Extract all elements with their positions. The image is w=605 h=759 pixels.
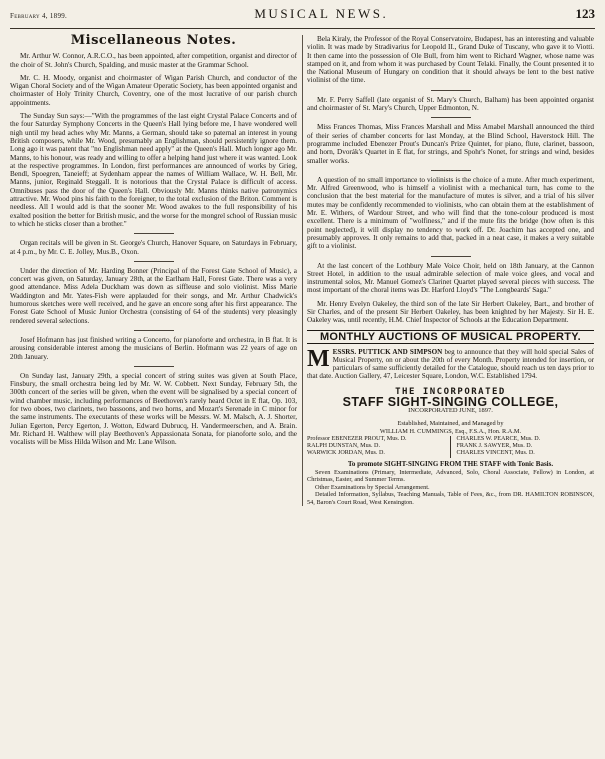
auction-ad-body: [307, 345, 595, 381]
staff-manager: WILLIAM H. CUMMINGS, Esq., F.S.A., Hon. R.A.M.: [379, 427, 522, 435]
professor-name: Professor EBENEZER PROUT, Mus. D.: [307, 436, 451, 443]
auction-lead: ESSRS. PUTTICK AND SIMPSON: [332, 347, 443, 356]
separator-rule: [431, 90, 471, 91]
header-date: February 4, 1899.: [10, 12, 68, 20]
separator-rule: [134, 233, 174, 234]
article-kiraly-violin: Bela Kiraly, the Professor of the Royal Conservatoire, Budapest, has an interesting and valuable violin. It was made by Stradivarius for Leopold II., Grand Duke of Tuscany, who gave it to Viotti. It then came into the possession of Ole Bull, from him went to Richard Wagner, whose name was stamped on it, and from whom it was purchased by Count Telaki. Finally, the Count presented it to the National Museum of Hungary on condition that it should always be lent to the best native violinist of the time.: [307, 35, 594, 85]
separator-rule: [431, 117, 471, 118]
article-forest-gate: Under the direction of Mr. Harding Bonner (Principal of the Forest Gate School of Music), a concert was given, on Saturday, January 28th, at the Earlham Hall, Forest Gate. There was a very good attendance. Miss Adela Duckham was down as siffleuse and solo violinist. Miss Marie Waddington and Mr. Yates-Fish were applauded for their songs, and Mr. Arthur Chadwick's humorous sketches were well received, and he gave an encore song after his first appearance. The Forest Gate School of Music Junior Orchestra (consisting of 64 of the students) very pleasingly rendered several selections.: [10, 266, 297, 325]
professor-name: CHARLES VINCENT, Mus. D.: [456, 450, 535, 457]
professor-name: FRANK J. SAWYER, Mus. D.: [456, 443, 533, 450]
staff-college-incorporated: INCORPORATED JUNE, 1897.: [408, 406, 493, 414]
column-divider: [302, 35, 303, 506]
article-chamber-concerts: Miss Frances Thomas, Miss Frances Marshall and Miss Amabel Marshall announced the third of their series of chamber concerts for last Monday, at the Blind School, Haverstock Hill. The programme included Ebenezer Prout's Duncan's Prize Quintet, for piano, flute, clarinet, bassoon, and horn, Dvorák's Quartet in E flat, for strings, and Spohr's Nonet, for strings and wind, besides smaller works.: [307, 123, 594, 165]
page-header: [10, 6, 595, 29]
staff-professors: [307, 436, 594, 458]
staff-college-kicker: THE INCORPORATED: [395, 387, 506, 398]
left-column: [10, 35, 297, 506]
separator-rule: [134, 330, 174, 331]
section-title: Miscellaneous Notes.: [70, 33, 237, 48]
article-violin-mute: A question of no small importance to violinists is the choice of a mute. After much experiment, Mr. Alfred Greenwood, who is himself a violinist with a mechanical turn, has come to the conclusion that the best material for the manufacture of mutes is silver, and a trial of his silver mutes may be confidently recommended to violinists, who can obtain them at the establishment of Mr. E. Withers, of Wardour Street, and who will find that the tone-colour produced is most excellent. There is a minimum of "wolfiness," and if the mute fits the bridge (how often is this point neglected), it will display no tendency to work off. Dr. Joachim has accepted one, and presumably approves. It only remains to add that, packed in a neat case, it makes a very suitable gift to a violinist.: [307, 175, 594, 251]
separator-rule: [134, 261, 174, 262]
professor-name: WARWICK JORDAN, Mus. D.: [307, 450, 451, 457]
article-saffell: Mr. F. Perry Saffell (late organist of St. Mary's Church, Balham) has been appointed organist and choirmaster of St. Mary's Church, Upper Edmonton, N.: [307, 95, 594, 113]
article-oakeley: Mr. Henry Evelyn Oakeley, the third son of the late Sir Herbert Oakeley, Bart., and brother of Sir Charles, and of the present Sir Herbert Oakeley, has been knighted by her Majesty. Sir H. E. Oakeley was, until recently, H.M. Chief Inspector of Schools at the Education Department.: [307, 299, 594, 325]
two-column-body: [10, 35, 595, 506]
staff-note: Detailed Information, Syllabus, Teaching Manuals, Table of Fees, &c., from DR. HAMILTON ROBINSON, 54, Baron's Court Road, West Kensington.: [307, 491, 594, 506]
auction-text: beg to announce that they will hold special Sales of Musical Property, on or about the 20th of every Month. Property intended for insertion, or particulars of same sufficiently detailed for the Catalogue, should reach us ten days prior to that date. Auction Gallery, 47, Leicester Square, London, W.C. Established 1794.: [307, 347, 595, 381]
article-organ-recitals: Organ recitals will be given in St. George's Church, Hanover Square, on Saturdays in February, at 4 p.m., by Mr. C. E. Jolley, Mus.B., Oxon.: [10, 239, 297, 256]
article-connor: Mr. Arthur W. Connor, A.R.C.O., has been appointed, after competition, organist and director of the choir of St. John's Church, Spalding, and music master at the Grammar School.: [10, 52, 297, 69]
separator-rule: [431, 170, 471, 171]
article-lothbury-choir: At the last concert of the Lothbury Male Voice Choir, held on 18th January, at the Cannon Street Hotel, in addition to the usual admirable selection of male voice glees, and vocal and instrumental solos, Mr. Manuel Gomez's Clarinet Quartet played several pieces with success. The most important of the choral items was Dr. Harford Lloyd's "The Longbeards' Saga.": [307, 261, 594, 295]
staff-college-title: STAFF SIGHT-SINGING COLLEGE,: [342, 394, 559, 409]
publication-title: MUSICAL NEWS.: [254, 6, 389, 21]
right-column: [307, 35, 594, 506]
staff-established: Established, Maintained, and Managed by: [397, 420, 504, 428]
staff-note: Other Examinations by Special Arrangement.: [315, 483, 430, 491]
professor-name: RALPH DUNSTAN, Mus. D.: [307, 443, 451, 450]
article-moody: Mr. C. H. Moody, organist and choirmaster of Wigan Parish Church, and conductor of the Wigan Choral Society and of the Wigan Amateur Operatic Society, has been appointed organist and choirmaster of Holy Trinity Church, Coventry, one of the most lucrative of our parish church appointments.: [10, 73, 297, 107]
article-hofmann: Josef Hofmann has just finished writing a Concerto, for pianoforte and orchestra, in B flat. It is arousing considerable interest among the musicians of Berlin. Hofmann was 22 years of age on 20th January.: [10, 335, 297, 361]
auction-ad-heading: MONTHLY AUCTIONS OF MUSICAL PROPERTY.: [307, 330, 594, 344]
page-number: 123: [575, 6, 595, 21]
staff-note: Seven Examinations (Primary, Intermediate, Advanced, Solo, Choral Associate, Fellow) in London, at Christmas, Easter, and Summer Terms.: [307, 468, 594, 484]
professor-name: CHARLES W. PEARCE, Mus. D.: [456, 435, 541, 442]
separator-rule: [134, 366, 174, 367]
staff-notes: [307, 469, 594, 506]
auction-dropcap: M: [307, 345, 330, 372]
staff-promote: To promote SIGHT-SINGING FROM THE STAFF with Tonic Basis.: [347, 459, 554, 468]
article-south-place: On Sunday last, January 29th, a special concert of string suites was given at South Place, Finsbury, the small orchestra being led by Mr. W. W. Cobbett. Next Sunday, February 5th, the 300th concert of the series will be given, when the event will be signalised by a special concert of wind chamber music, including performances of Beethoven's rarely heard Octet in E flat, Op. 103, for two oboes, two clarinets, two bassoons, and two horns, and Mozart's Serenade in C minor for the same instruments. The executants of these works will be Messrs. W. M. Malsch, A. J. Shorter, Julian Egerton, Percy Egerton, J. Wotton, Edward Dubrucq, H. Vandermeerschen, and A. Brain. Mr. Richard H. Walthew will play Beethoven's Appassionata Sonata, for pianoforte solo, and the vocalists will be Miss Hilda Wilson and Mr. Lane Wilson.: [10, 371, 297, 447]
separator-rule: [431, 256, 471, 257]
article-sunday-sun: The Sunday Sun says:—"With the programmes of the last eight Crystal Palace Concerts and of the four Saturday Symphony Concerts in the Queen's Hall lying before me, I have wondered well nigh until my head aches why Mr. Manns, a German, should take so paternal an interest in young British composers, while Mr. Wood, presumably an Englishman, should persistently ignore them. Long ago it was patent that "no Englishman need apply" at the Queen's Hall. Much longer ago Mr. Manns, to his honour, was ready and willing to offer a helping hand just where it was wanted. Look at the respective programmes. In London, first performances are announced of works by Grieg, Bendl, Spoegren, Taneieff; at Sydenham appear the names of William Wallace, W. H. Bell, Mr. Manns, junior, Reginald Steggall. It is notorious that the Crystal Palace is difficult of access. Omnibuses pass the door of the Queen's Hall. Obviously Mr. Manns thinks native patronymics attractive. Mr. Wood pins his faith to the foreigner, to the total exclusion of the Briton. Comment is needless. All I would add is that the sooner Mr. Wood awakes to the full responsibility of his exalted position the better for British music, and the worse for the mongrel school of Russian music to which he sticks closer than a brother.": [10, 112, 297, 228]
